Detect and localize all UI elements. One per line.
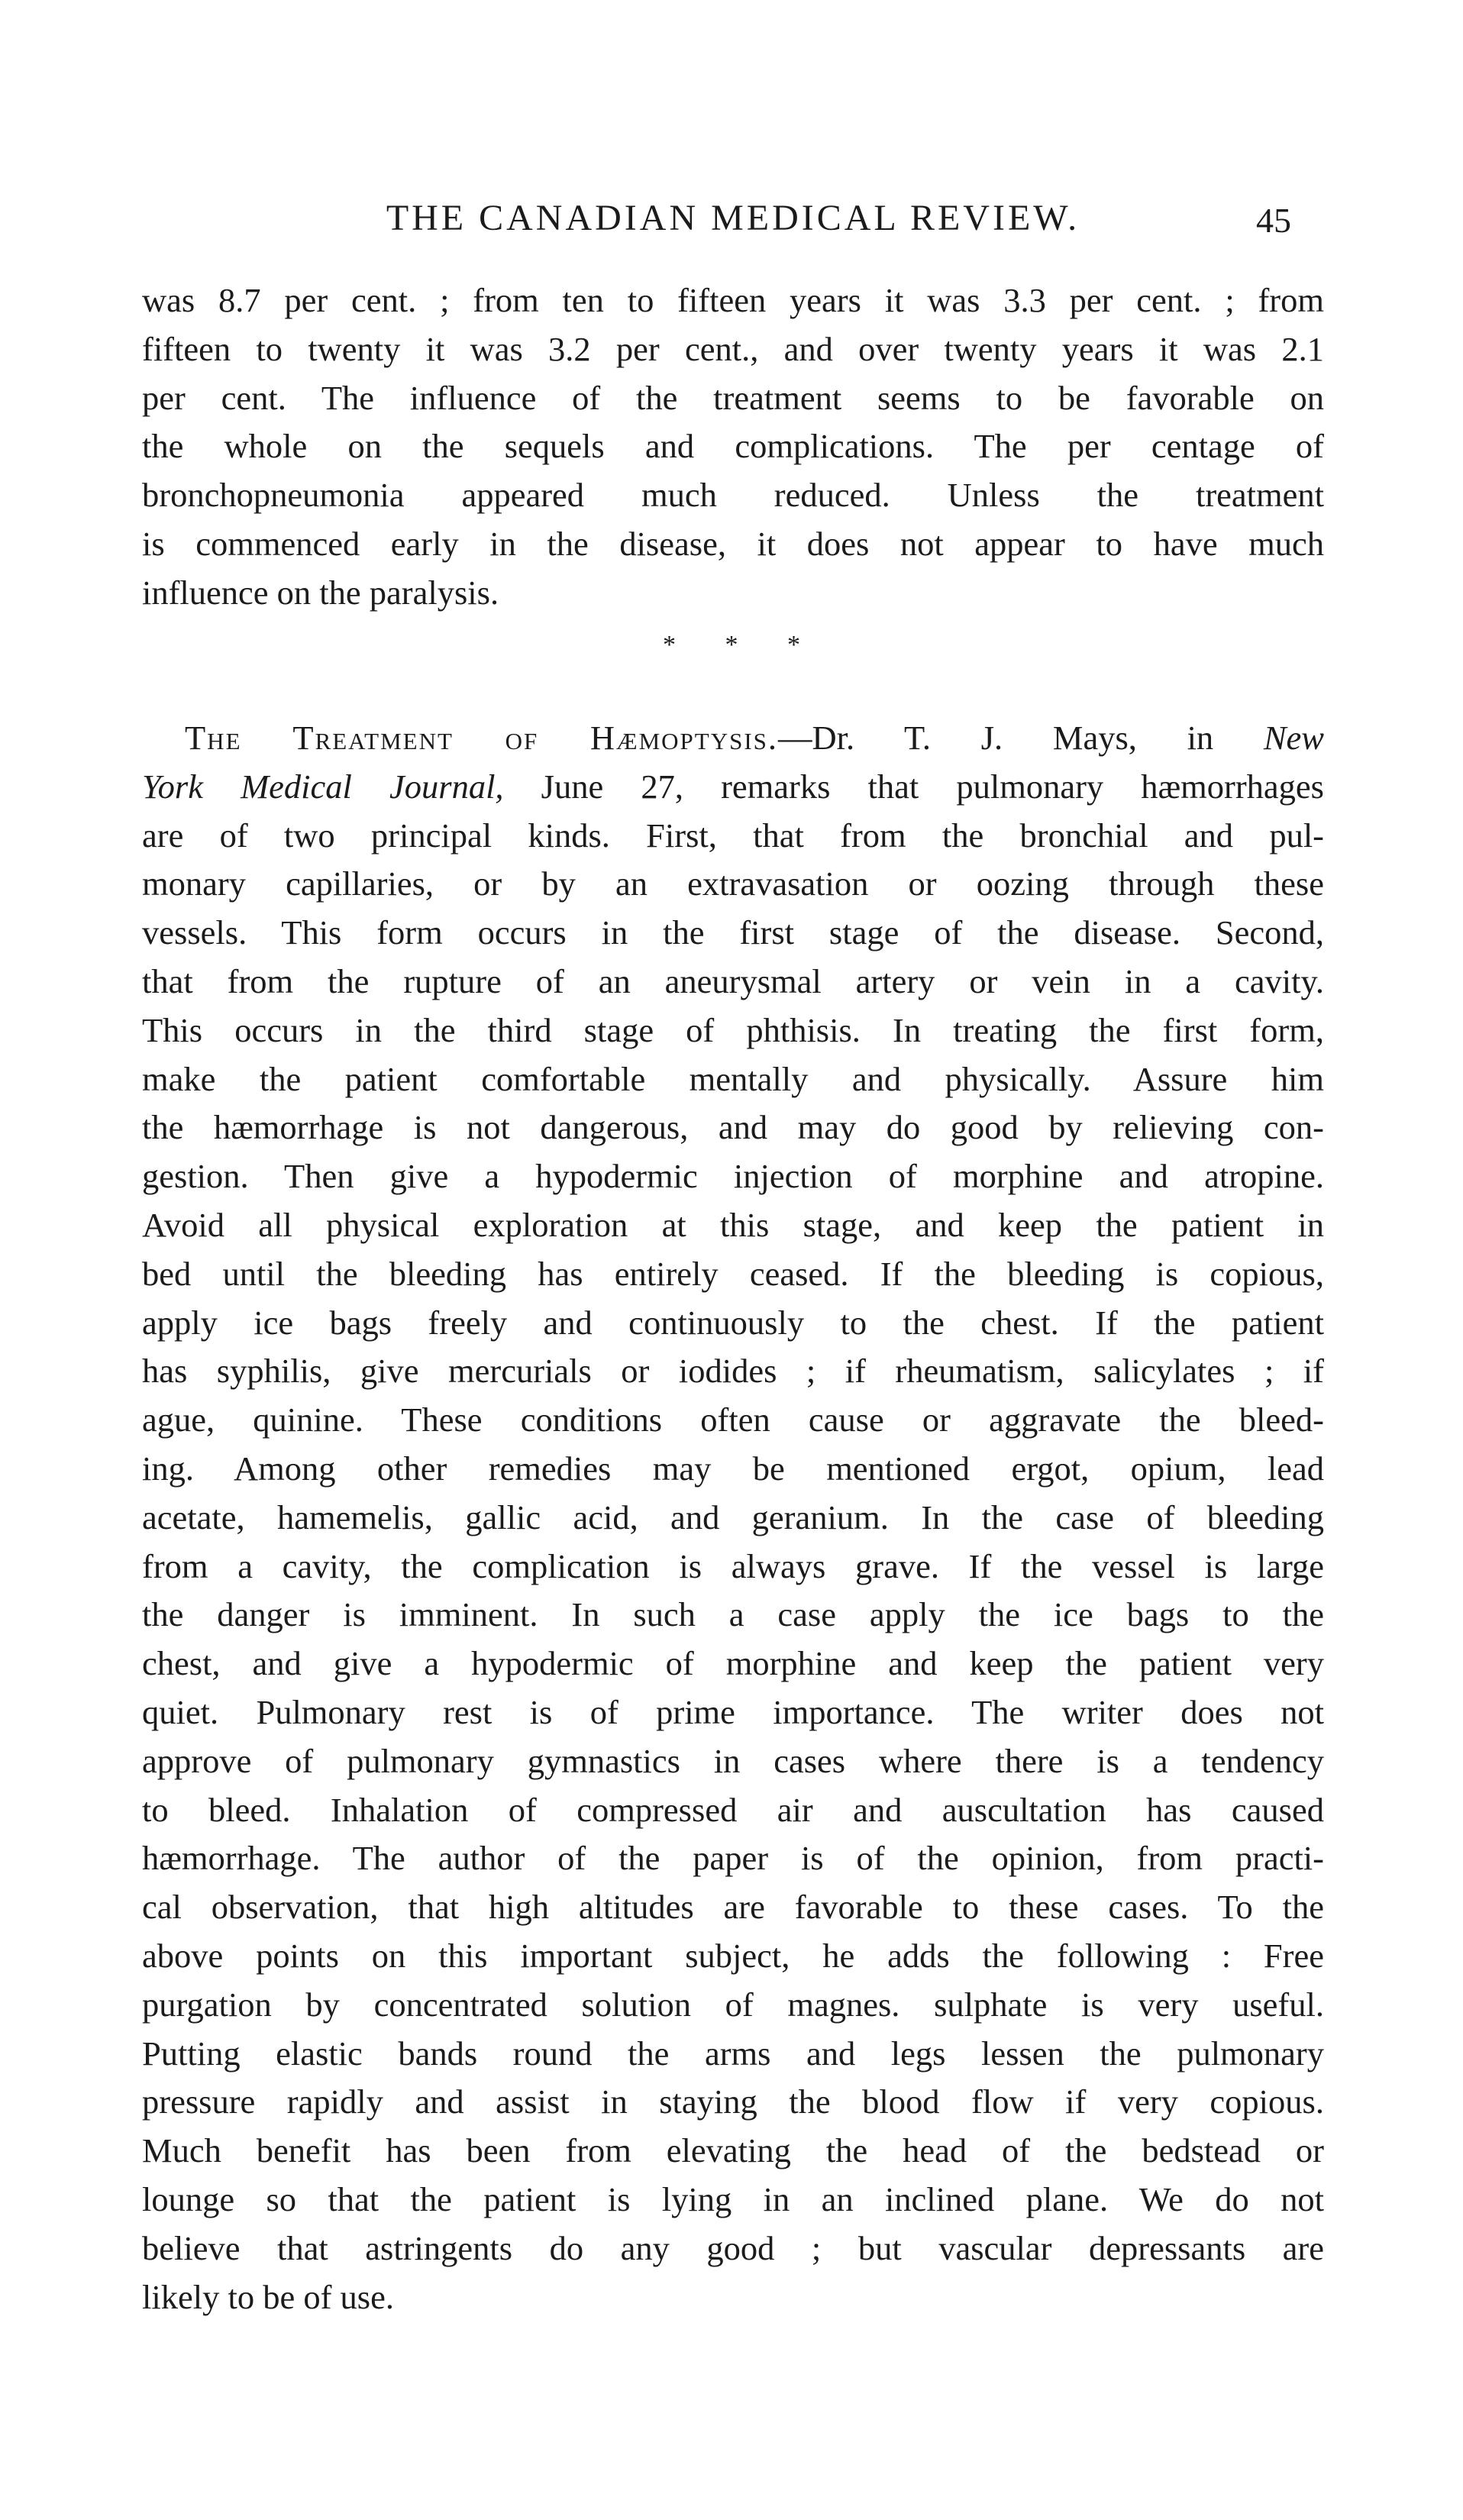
text-line: Avoid all physical exploration at this stage, and keep the patient in [142,1205,1324,1244]
asterisk-mark: * [787,631,800,659]
text-line: likely to be of use. [142,2277,394,2316]
text-line: the hæmorrhage is not dangerous, and may do good by relieving con- [142,1108,1324,1147]
text-line: quiet. Pulmonary rest is of prime importance. The writer does not [142,1692,1324,1731]
text-line: gestion. Then give a hypodermic injection of morphine and atropine. [142,1157,1324,1196]
text-line [142,763,1324,812]
text-line: monary capillaries, or by an extravasation or oozing through these [142,864,1324,903]
text-line: cal observation, that high altitudes are favorable to these cases. To the [142,1888,1324,1927]
text-line: that from the rupture of an aneurysmal artery or vein in a cavity. [142,961,1324,1000]
running-title: THE CANADIAN MEDICAL REVIEW. [386,198,1080,238]
text-line: approve of pulmonary gymnastics in cases where there is a tendency [142,1741,1324,1780]
text-line: bed until the bleeding has entirely ceased. If the bleeding is copious, [142,1254,1324,1293]
text-line: lounge so that the patient is lying in an inclined plane. We do not [142,2179,1324,2218]
text-line: has syphilis, give mercurials or iodides ; if rheumatism, salicylates ; if [142,1352,1324,1391]
text-line: bronchopneumonia appeared much reduced. Unless the treatment [142,476,1324,515]
text-line: is commenced early in the disease, it does not appear to have much [142,524,1324,563]
text-line: fifteen to twenty it was 3.2 per cent., and over twenty years it was 2.1 [142,329,1324,368]
text-line: chest, and give a hypodermic of morphine and keep the patient very [142,1644,1324,1683]
text-line: Much benefit has been from elevating the head of the bedstead or [142,2131,1324,2170]
text-line: Putting elastic bands round the arms and legs lessen the pulmonary [142,2034,1324,2073]
journal-title: New [1263,719,1324,757]
text-line: ague, quinine. These conditions often cause or aggravate the bleed- [142,1401,1324,1439]
text-line: This occurs in the third stage of phthisis. In treating the first form, [142,1010,1324,1049]
text-line: purgation by concentrated solution of magnes. sulphate is very useful. [142,1985,1324,2024]
asterisk-mark: * [725,631,738,659]
text-line: ing. Among other remedies may be mentioned ergot, opium, lead [142,1449,1324,1488]
text-line: to bleed. Inhalation of compressed air and auscultation has caused [142,1790,1324,1829]
text-line: make the patient comfortable mentally and physically. Assure him [142,1059,1324,1098]
article-heading: The Treatment of Hæmoptysis. [185,719,779,757]
line-rest: June 27, remarks that pulmonary hæmorrhages [503,767,1324,806]
heading-rest: —Dr. T. J. Mays, in [778,719,1214,757]
text-line: the danger is imminent. In such a case apply the ice bags to the [142,1595,1324,1634]
text-line: are of two principal kinds. First, that from the bronchial and pul- [142,816,1324,855]
text-line: from a cavity, the complication is always grave. If the vessel is large [142,1546,1324,1585]
text-line: acetate, hamemelis, gallic acid, and geranium. In the case of bleeding [142,1497,1324,1536]
text-line: believe that astringents do any good ; but vascular depressants are [142,2228,1324,2267]
text-line: per cent. The influence of the treatment seems to be favorable on [142,378,1324,417]
text-line: above points on this important subject, he adds the following : Free [142,1936,1324,1975]
text-line: vessels. This form occurs in the first stage of the disease. Second, [142,913,1324,952]
text-line: pressure rapidly and assist in staying the blood flow if very copious. [142,2082,1324,2121]
asterisk-mark: * [663,631,676,659]
text-line: influence on the paralysis. [142,573,499,612]
text-line: apply ice bags freely and continuously to the chest. If the patient [142,1303,1324,1342]
text-line: was 8.7 per cent. ; from ten to fifteen years it was 3.3 per cent. ; from [142,281,1324,319]
section-separator [663,631,800,660]
journal-title: York Medical Journal, [142,767,504,806]
text-line: the whole on the sequels and complications. The per centage of [142,427,1324,466]
text-line: hæmorrhage. The author of the paper is of the opinion, from practi- [142,1839,1324,1878]
paragraph-vaccination-results [142,276,1324,618]
text-line [142,714,1324,763]
paragraph-haemoptysis [142,714,1324,2321]
page-number: 45 [1256,201,1291,240]
